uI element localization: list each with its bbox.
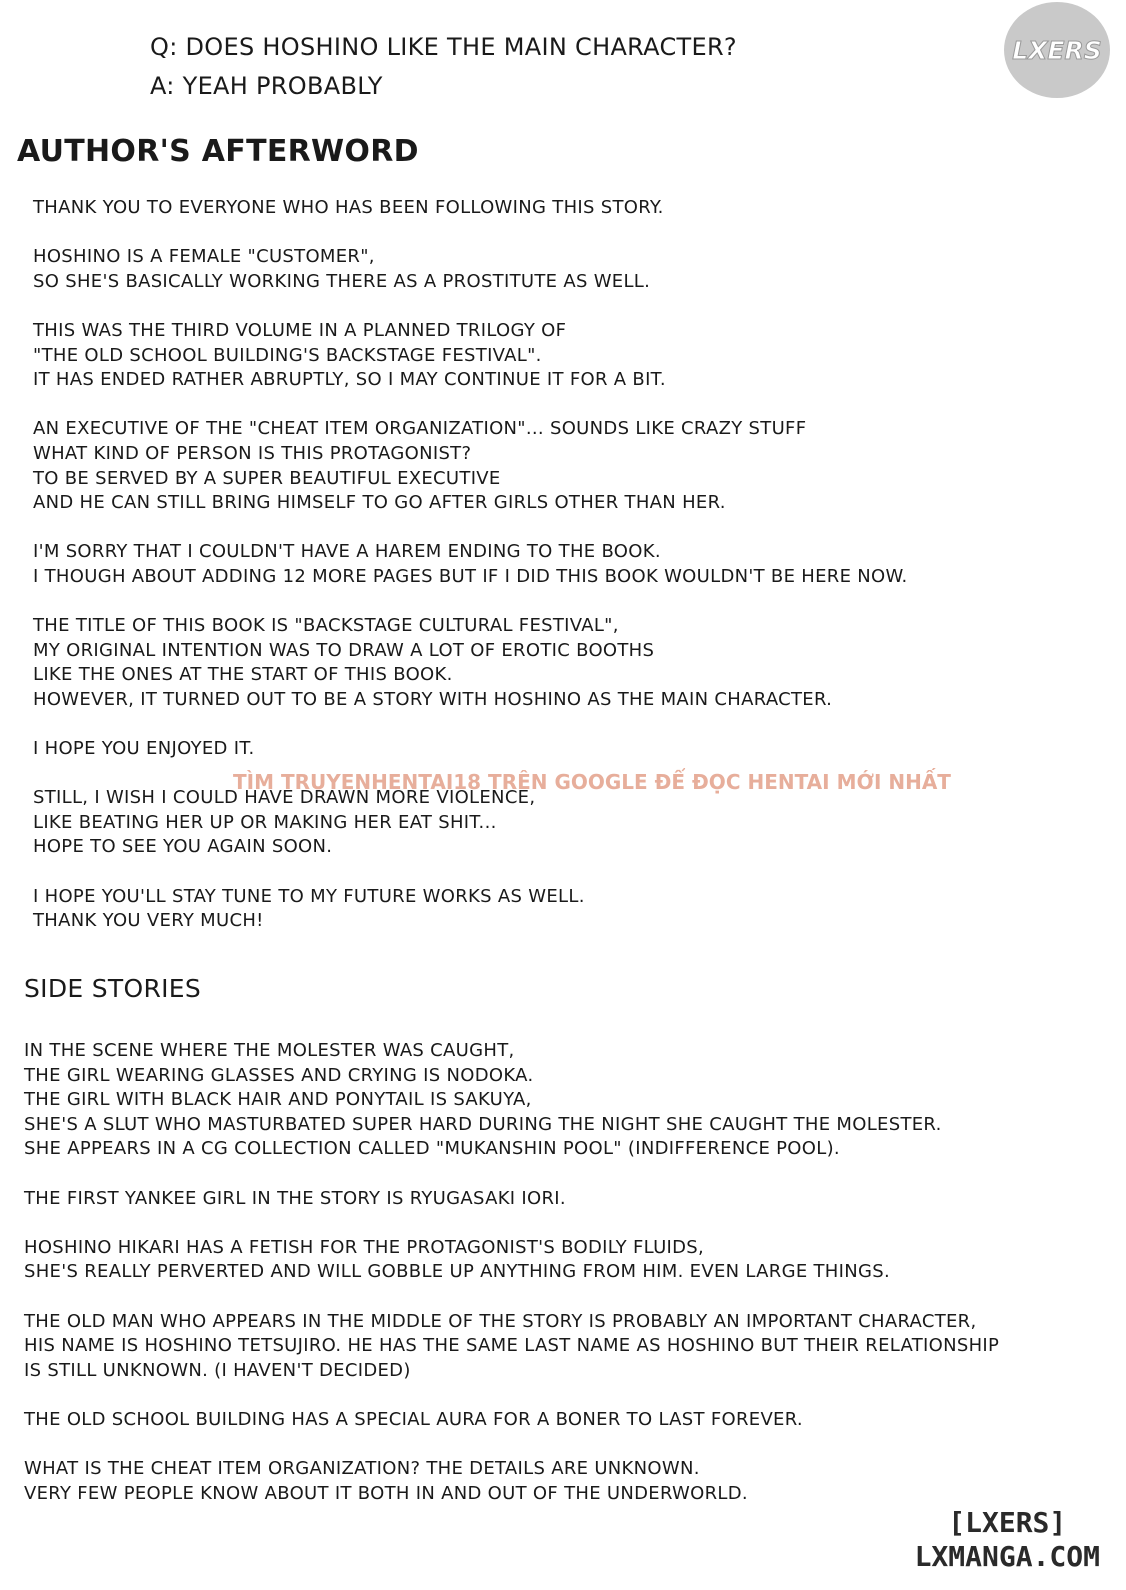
paragraph [33,540,908,589]
paragraph [24,1039,999,1162]
text-line: HIS NAME IS HOSHINO TETSUJIRO. HE HAS THE SAME LAST NAME AS HOSHINO BUT THEIR RELATIONSHIP [24,1335,1000,1357]
lxmanga-stamp [915,1506,1100,1574]
text-line: I HOPE YOU'LL STAY TUNE TO MY FUTURE WORKS AS WELL. [33,885,585,907]
paragraph [24,1408,999,1433]
paragraph [33,737,908,762]
stamp-line-2: LXMANGA.COM [914,1540,1100,1573]
paragraph [33,614,908,712]
lxers-logo [1004,2,1110,98]
text-line: I THOUGH ABOUT ADDING 12 MORE PAGES BUT IF I DID THIS BOOK WOULDN'T BE HERE NOW. [33,565,908,587]
text-line: STILL, I WISH I COULD HAVE DRAWN MORE VIOLENCE, [33,787,536,809]
text-line: IS STILL UNKNOWN. (I HAVEN'T DECIDED) [24,1359,411,1381]
afterword-body [33,196,908,958]
paragraph [24,1187,999,1212]
text-line: HOWEVER, IT TURNED OUT TO BE A STORY WITH HOSHINO AS THE MAIN CHARACTER. [33,688,833,710]
text-line: THANK YOU VERY MUCH! [33,910,264,932]
text-line: THE TITLE OF THIS BOOK IS "BACKSTAGE CULTURAL FESTIVAL", [33,615,619,637]
question-line: Q: DOES HOSHINO LIKE THE MAIN CHARACTER? [150,33,737,61]
text-line: AND HE CAN STILL BRING HIMSELF TO GO AFTER GIRLS OTHER THAN HER. [33,492,726,514]
paragraph [33,319,908,393]
text-line: IN THE SCENE WHERE THE MOLESTER WAS CAUGHT, [24,1040,515,1061]
paragraph [33,786,908,860]
site-watermark: TÌM TRUYENHENTAI18 TRÊN GOOGLE ĐỂ ĐỌC HENTAI MỚI NHẤT [233,770,951,794]
paragraph [24,1236,999,1285]
text-line: IT HAS ENDED RATHER ABRUPTLY, SO I MAY CONTINUE IT FOR A BIT. [33,369,666,391]
afterword-title: AUTHOR'S AFTERWORD [17,134,419,169]
text-line: SHE'S REALLY PERVERTED AND WILL GOBBLE UP ANYTHING FROM HIM. EVEN LARGE THINGS. [24,1261,891,1283]
text-line: HOPE TO SEE YOU AGAIN SOON. [33,836,333,858]
answer-line: A: YEAH PROBABLY [150,72,383,100]
side-stories-body [24,1039,999,1531]
text-line: WHAT KIND OF PERSON IS THIS PROTAGONIST? [33,442,472,464]
text-line: WHAT IS THE CHEAT ITEM ORGANIZATION? THE DETAILS ARE UNKNOWN. [24,1458,700,1480]
text-line: THANK YOU TO EVERYONE WHO HAS BEEN FOLLOWING THIS STORY. [33,197,664,218]
qa-block [150,28,737,106]
paragraph [24,1310,999,1384]
paragraph [33,245,908,294]
paragraph [24,1457,999,1506]
text-line: MY ORIGINAL INTENTION WAS TO DRAW A LOT OF EROTIC BOOTHS [33,639,655,661]
text-line: HOSHINO IS A FEMALE "CUSTOMER", [33,246,375,268]
text-line: THE GIRL WITH BLACK HAIR AND PONYTAIL IS SAKUYA, [24,1089,532,1111]
text-line: VERY FEW PEOPLE KNOW ABOUT IT BOTH IN AND OUT OF THE UNDERWORLD. [24,1482,748,1504]
paragraph [33,885,908,934]
paragraph [33,417,908,515]
text-line: THE FIRST YANKEE GIRL IN THE STORY IS RYUGASAKI IORI. [24,1187,566,1209]
text-line: THE OLD SCHOOL BUILDING HAS A SPECIAL AURA FOR A BONER TO LAST FOREVER. [24,1408,803,1430]
paragraph [33,196,908,221]
text-line: SHE APPEARS IN A CG COLLECTION CALLED "MUKANSHIN POOL" (INDIFFERENCE POOL). [24,1138,840,1160]
text-line: AN EXECUTIVE OF THE "CHEAT ITEM ORGANIZATION"... SOUNDS LIKE CRAZY STUFF [33,418,807,440]
text-line: HOSHINO HIKARI HAS A FETISH FOR THE PROTAGONIST'S BODILY FLUIDS, [24,1236,705,1258]
lxers-logo-text: LXERS [1012,35,1102,65]
text-line: SO SHE'S BASICALLY WORKING THERE AS A PROSTITUTE AS WELL. [33,270,651,292]
text-line: THE GIRL WEARING GLASSES AND CRYING IS NODOKA. [24,1064,534,1086]
text-line: SHE'S A SLUT WHO MASTURBATED SUPER HARD DURING THE NIGHT SHE CAUGHT THE MOLESTER. [24,1113,942,1135]
text-line: I'M SORRY THAT I COULDN'T HAVE A HAREM ENDING TO THE BOOK. [33,541,661,563]
text-line: "THE OLD SCHOOL BUILDING'S BACKSTAGE FESTIVAL". [33,344,542,366]
text-line: THE OLD MAN WHO APPEARS IN THE MIDDLE OF THE STORY IS PROBABLY AN IMPORTANT CHARACTER, [24,1310,977,1332]
text-line: TO BE SERVED BY A SUPER BEAUTIFUL EXECUTIVE [33,467,501,489]
side-stories-title: SIDE STORIES [24,974,202,1003]
text-line: LIKE BEATING HER UP OR MAKING HER EAT SHIT... [33,811,497,833]
text-line: THIS WAS THE THIRD VOLUME IN A PLANNED TRILOGY OF [33,319,567,341]
stamp-line-1: [LXERS] [948,1506,1067,1539]
text-line: LIKE THE ONES AT THE START OF THIS BOOK. [33,664,453,686]
text-line: I HOPE YOU ENJOYED IT. [33,738,255,760]
